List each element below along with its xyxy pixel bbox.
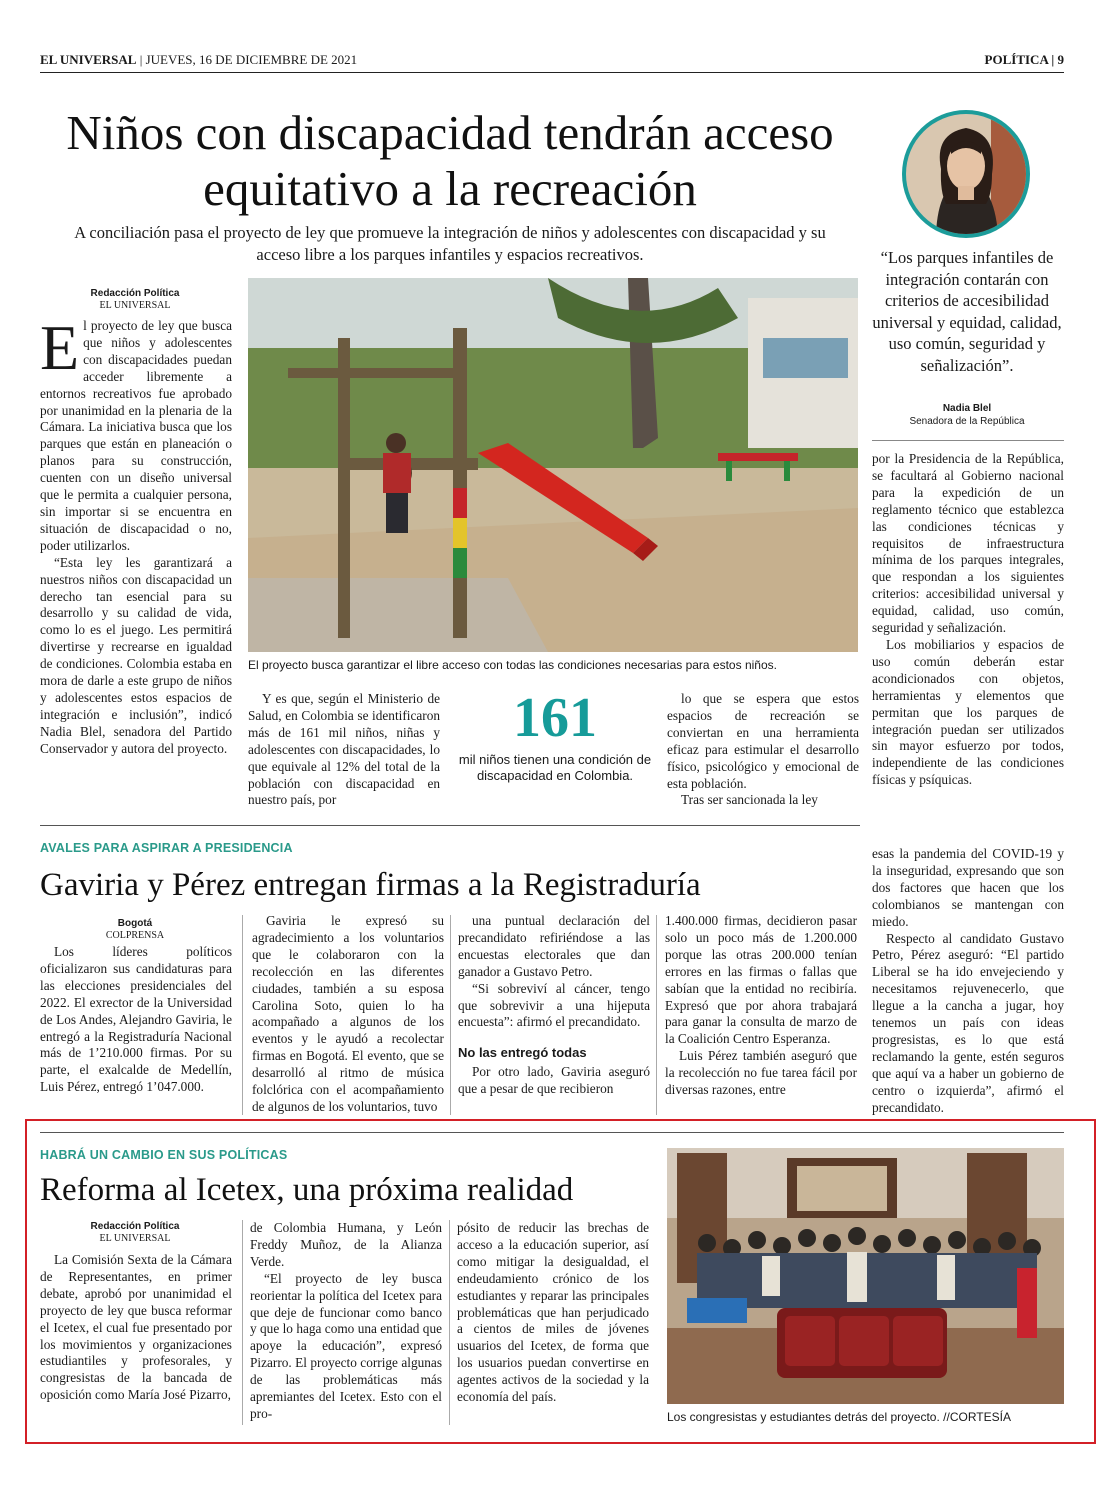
- column-rule: [450, 915, 451, 1115]
- paragraph: Respecto al candidato Gustavo Petro, Pérez aseguró: “El partido Liberal se ha ido envejeciendo y necesitamos rejuvenecerlo, que llegue a la cancha a jugar, hoy tenemos un país con ideas progresistas, es lo que está reclamando la gente, estén seguros que aquí va a haber un gobierno de centro o izquierda”, afirmó el precandidato.: [872, 930, 1064, 1115]
- paragraph: l proyecto de ley que busca que niños y adolescentes con discapacidades puedan acceder libremente a entornos recreativos fue aprobado por unanimidad en la plenaria de la Cámara. La iniciativa busca que los parques que están en planeación o planos para su construcción, cuenten con un diseño universal que le permita a cualquier persona, sin importar si se encuentra en situación de discapacidad o no, poder utilizarlos.: [40, 318, 232, 553]
- photo-credit: CORTESÍA: [949, 1410, 1011, 1424]
- column-rule: [656, 915, 657, 1115]
- paragraph: Los mobiliarios y espacios de uso común deberán estar acondicionados con objetos, herramientas y elementos que permitan que los parques de integración puedan ser utilizados sin mayor esfuerzo por todos, independiente de las condiciones físicas y psíquicas.: [872, 636, 1064, 788]
- article3-kicker: HABRÁ UN CAMBIO EN SUS POLÍTICAS: [40, 1148, 288, 1162]
- paragraph: “Esta ley les garantizará a nuestros niños con discapacidad un derecho tan esencial para su desarrollo y su calidad de vida, como lo es el juego. Les permitirá divertirse y recrearse en igualdad de condiciones. Colombia estaba en mora de darle a este grupo de niños y adolescentes estos espacios de integración e inclusión”, indicó Nadia Blel, senadora del Partido Conservador y autora del proyecto.: [40, 554, 232, 756]
- playground-photo: [248, 278, 858, 652]
- paragraph: Los líderes políticos oficializaron sus candidaturas para las elecciones presidenciales del 2022. El exrector de la Universidad de Los Andes, Alejandro Gaviria, le entregó a la Registraduría Nacional más de 1’210.000 firmas. Por su parte, el exalcalde de Medellín, Luis Pérez, entregó 1’047.000.: [40, 944, 232, 1095]
- paragraph: lo que se espera que estos espacios de recreación se conviertan en una herramienta eficaz para estimular el desarrollo físico, psicológico y emocional de esta población.: [667, 691, 859, 791]
- section-divider: [40, 825, 860, 826]
- running-header: [40, 50, 1064, 73]
- paragraph: 1.400.000 firmas, decidieron pasar solo un poco más de 1.200.000 porque las otras 200.000 tenían errores en las firmas o fallas que sabían que la entidad no recibiría. Expresó que por ahora trabajará para ganar la consulta de marzo de la Coalición Centro Esperanza.: [665, 913, 857, 1047]
- paragraph: Gaviria le expresó su agradecimiento a los voluntarios que le colaboraron con la recolección en las diferentes ciudades, también a su esposa Carolina Soto, quien lo ha acompañado a algunos de los eventos y le ayudó a recolectar firmas en Bogotá. El evento, que se desarrolló al ritmo de música folclórica con el acompañamiento de algunos de los voluntarios, tuvo: [252, 913, 444, 1114]
- article1-byline: [60, 288, 210, 312]
- paragraph: Y es que, según el Ministerio de Salud, en Colombia se identificaron más de 161 mil niños, niñas y adolescentes con discapacidades, lo que equivale al 12% del total de la población con discapacidad en nuestro país, por: [248, 691, 440, 808]
- paragraph: “El proyecto de ley busca reorientar la política del Icetex para que deje de funcionar como banco y que lo haga como una entidad que apoye la educación”, expresó Pizarro. El proyecto corrige algunas de las problemáticas más apremiantes del Icetex. Esto con el pro-: [250, 1270, 442, 1421]
- article3-col1: [40, 1252, 232, 1404]
- photo1-caption: El proyecto busca garantizar el libre acceso con todas las condiciones necesarias para estos niños.: [248, 658, 777, 672]
- issue-date: JUEVES, 16 DE DICIEMBRE DE 2021: [145, 52, 358, 67]
- article2-kicker: AVALES PARA ASPIRAR A PRESIDENCIA: [40, 841, 293, 855]
- article2-col1: [40, 944, 232, 1096]
- article3-headline: Reforma al Icetex, una próxima realidad: [40, 1172, 574, 1208]
- article2-byline: [60, 918, 210, 942]
- article1-col3: [667, 691, 859, 809]
- newspaper-name: EL UNIVERSAL: [40, 52, 137, 67]
- page-number: 9: [1057, 52, 1064, 67]
- quote-name: Nadia Blel: [942, 403, 992, 414]
- article2-col4: [665, 913, 857, 1099]
- article1-col2: [248, 691, 440, 809]
- paragraph: esas la pandemia del COVID-19 y la inseguridad, expresando que son dos factores que hacen que los colombianos se mantengan con miedo.: [872, 846, 1064, 929]
- paragraph: por la Presidencia de la República, se facultará al Gobierno nacional para la expedición de un reglamento técnico que establezca las condiciones técnicas y requisitos de infraestructura mínima de los parques integrales, que respondan a los siguientes criterios: accesibilidad universal y equidad, calidad, uso común, seguridad y señalización.: [872, 451, 1064, 636]
- article3-col3: [457, 1220, 649, 1406]
- author-portrait: [902, 110, 1030, 238]
- photo3-caption: [667, 1410, 1064, 1424]
- paragraph: una puntual declaración del precandidato refiriéndose a las encuestas electorales que dan ganador a Gustavo Petro.: [458, 913, 650, 979]
- pull-quote: “Los parques infantiles de integración contarán con criterios de accesibilidad universal y equidad, calidad, uso común, seguridad y señalización”.: [872, 248, 1062, 375]
- quote-rule: [872, 440, 1064, 441]
- group-photo: [667, 1148, 1064, 1404]
- section-name: POLÍTICA: [984, 52, 1049, 67]
- stat-number: 161: [513, 687, 597, 749]
- byline-org: COLPRENSA: [105, 930, 165, 941]
- portrait-photo: [906, 114, 1026, 234]
- caption-text: Los congresistas y estudiantes detrás del proyecto. //: [667, 1410, 950, 1424]
- column-rule: [449, 1220, 450, 1425]
- quote-role: Senadora de la República: [909, 416, 1025, 427]
- dropcap: E: [40, 312, 80, 383]
- article2-col5: [872, 846, 1064, 1117]
- byline-name: Redacción Política: [90, 1221, 180, 1232]
- playground-illustration: [248, 278, 858, 652]
- section-page: POLÍTICA | 9: [984, 52, 1064, 67]
- paragraph: “Si sobreviví al cáncer, tengo que sobrevivir a una hijeputa encuesta”: afirmó el precandidato.: [458, 980, 650, 1030]
- subhead: No las entregó todas: [458, 1045, 587, 1061]
- article1-deck: A conciliación pasa el proyecto de ley que promueve la integración de niños y adolescentes con discapacidad y su acceso libre a los parques infantiles y espacios recreativos.: [74, 223, 826, 264]
- article2-col2: [252, 913, 444, 1116]
- quote-attribution: [872, 402, 1062, 428]
- byline-org: EL UNIVERSAL: [99, 1233, 171, 1244]
- paragraph: Por otro lado, Gaviria aseguró que a pesar de que recibieron: [458, 1064, 650, 1097]
- section-divider: [40, 1132, 1064, 1133]
- stat-text: mil niños tienen una condición de discapacidad en Colombia.: [458, 752, 652, 783]
- byline-name: Redacción Política: [90, 288, 180, 299]
- paragraph: Tras ser sancionada la ley: [681, 792, 818, 808]
- article2-headline: Gaviria y Pérez entregan firmas a la Registraduría: [40, 867, 701, 903]
- byline-name: Bogotá: [117, 918, 153, 929]
- group-illustration: [667, 1148, 1064, 1404]
- article2-col3: [458, 913, 650, 1098]
- article3-col2: [250, 1220, 442, 1423]
- masthead-line: EL UNIVERSAL | JUEVES, 16 DE DICIEMBRE DE 2021: [40, 52, 358, 67]
- paragraph: La Comisión Sexta de la Cámara de Representantes, en primer debate, aprobó por unanimidad el proyecto de ley que busca reformar el Icetex, el cual fue presentado por los movimientos y organizaciones estudiantiles y profesorales, y congresistas de la bancada de oposición como María José Pizarro,: [40, 1252, 232, 1403]
- article3-byline: [60, 1221, 210, 1245]
- article1-col1: [40, 312, 232, 758]
- paragraph: Luis Pérez también aseguró que la recolección no fue tarea fácil por diversas razones, entre: [665, 1048, 857, 1098]
- paragraph: de Colombia Humana, y León Freddy Muñoz, de la Alianza Verde.: [250, 1220, 442, 1269]
- paragraph: pósito de reducir las brechas de acceso a la educación superior, así como mitigar la desigualdad, el endeudamiento crónico de los estudiantes y reparar las principales problemáticas que han perjudicado a cientos de miles de jóvenes usuarios del Icetex, de forma que los usuarios puedan convertirse en agentes activos de la sociedad y la economía del país.: [457, 1220, 649, 1405]
- column-rule: [242, 1220, 243, 1425]
- byline-org: EL UNIVERSAL: [99, 300, 171, 311]
- article1-headline: Niños con discapacidad tendrán acceso equitativo a la recreación: [66, 105, 834, 216]
- article1-col4: [872, 451, 1064, 789]
- column-rule: [242, 915, 243, 1115]
